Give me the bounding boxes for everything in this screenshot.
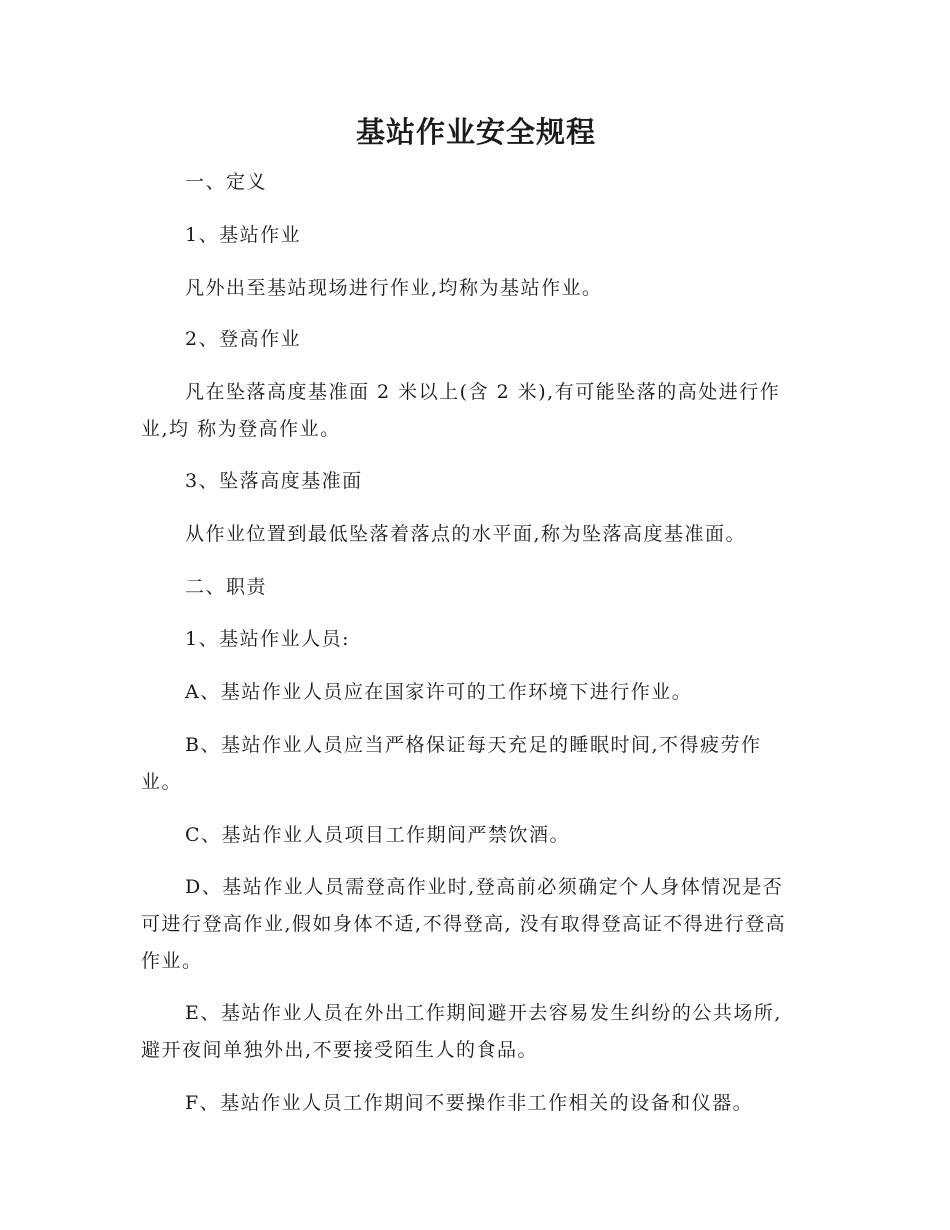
subheading-workers: 1、基站作业人员: xyxy=(185,628,350,650)
list-item-d: D、基站作业人员需登高作业时,登高前必须确定个人身体情况是否可进行登高作业,假如身体不适,不得登高, 没有取得登高证不得进行登高作业。 xyxy=(141,876,787,972)
list-item-f: F、基站作业人员工作期间不要操作非工作相关的设备和仪器。 xyxy=(185,1092,754,1114)
subheading-fall-reference: 3、坠落高度基准面 xyxy=(185,470,363,492)
document-title: 基站作业安全规程 xyxy=(355,115,596,149)
section-heading-definition: 一、定义 xyxy=(185,171,268,193)
list-item-e: E、基站作业人员在外出工作期间避开去容易发生纠纷的公共场所,避开夜间单独外出,不要接受陌生人的食品。 xyxy=(141,1002,782,1061)
list-item-b: B、基站作业人员应当严格保证每天充足的睡眠时间,不得疲劳作业。 xyxy=(141,734,762,793)
paragraph-high-work: 凡在坠落高度基准面 2 米以上(含 2 米),有可能坠落的高处进行作业,均 称为登高作业。 xyxy=(141,381,781,440)
paragraph-base-station-work: 凡外出至基站现场进行作业,均称为基站作业。 xyxy=(185,277,603,299)
list-item-a: A、基站作业人员应在国家许可的工作环境下进行作业。 xyxy=(185,681,693,703)
list-item-c: C、基站作业人员项目工作期间严禁饮酒。 xyxy=(185,824,571,846)
subheading-high-work: 2、登高作业 xyxy=(185,328,302,350)
section-heading-duties: 二、职责 xyxy=(185,576,268,598)
subheading-base-station-work: 1、基站作业 xyxy=(185,224,302,246)
paragraph-fall-reference: 从作业位置到最低坠落着落点的水平面,称为坠落高度基准面。 xyxy=(185,523,747,545)
